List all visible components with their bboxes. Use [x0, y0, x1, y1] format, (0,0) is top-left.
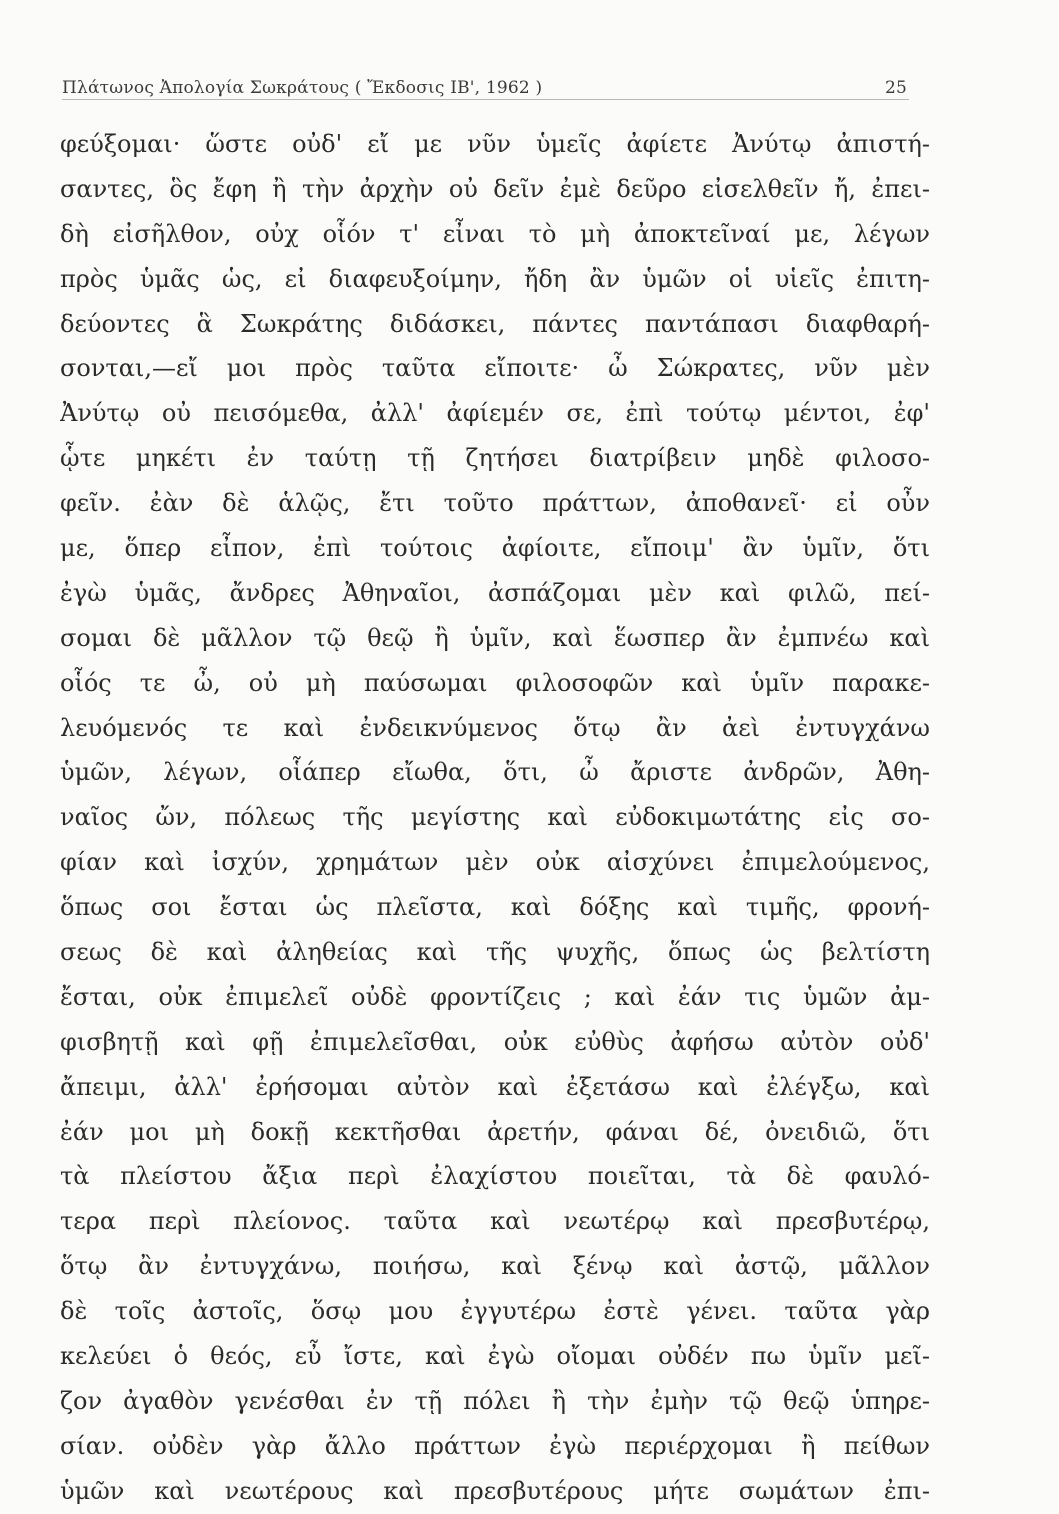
text-line: ὅπως σοι ἔσται ὡς πλεῖστα, καὶ δόξης καὶ τιμῆς, φρονή-: [60, 893, 930, 922]
text-line: λευόμενός τε καὶ ἐνδεικνύμενος ὅτῳ ἂν ἀεὶ ἐντυγχάνω: [60, 713, 930, 742]
text-line: ᾧτε μηκέτι ἐν ταύτῃ τῇ ζητήσει διατρίβειν μηδὲ φιλοσο-: [60, 444, 930, 473]
text-line: Ἀνύτῳ οὐ πεισόμεθα, ἀλλ' ἀφίεμέν σε, ἐπὶ τούτῳ μέντοι, ἐφ': [60, 399, 930, 428]
text-line: ἐγὼ ὑμᾶς, ἄνδρες Ἀθηναῖοι, ἀσπάζομαι μὲν καὶ φιλῶ, πεί-: [60, 578, 930, 607]
text-line: τερα περὶ πλείονος. ταῦτα καὶ νεωτέρῳ καὶ πρεσβυτέρῳ,: [60, 1207, 930, 1236]
text-line: σεως δὲ καὶ ἀληθείας καὶ τῆς ψυχῆς, ὅπως ὡς βελτίστη: [60, 938, 930, 967]
text-line: κελεύει ὁ θεός, εὖ ἴστε, καὶ ἐγὼ οἴομαι οὐδέν πω ὑμῖν μεῖ-: [60, 1342, 930, 1371]
page-number: 25: [884, 78, 907, 98]
text-line: ναῖος ὤν, πόλεως τῆς μεγίστης καὶ εὐδοκιμωτάτης εἰς σο-: [60, 803, 930, 832]
text-line: ζον ἀγαθὸν γενέσθαι ἐν τῇ πόλει ἢ τὴν ἐμὴν τῷ θεῷ ὑπηρε-: [60, 1386, 930, 1415]
text-line: δὲ τοῖς ἀστοῖς, ὅσῳ μου ἐγγυτέρω ἐστὲ γένει. ταῦτα γὰρ: [60, 1297, 930, 1326]
text-line: σομαι δὲ μᾶλλον τῷ θεῷ ἢ ὑμῖν, καὶ ἕωσπερ ἂν ἐμπνέω καὶ: [60, 623, 930, 652]
body-text: [60, 122, 930, 1514]
text-line: πρὸς ὑμᾶς ὡς, εἰ διαφευξοίμην, ἤδη ἂν ὑμῶν οἱ υἱεῖς ἐπιτη-: [60, 264, 930, 293]
text-line: σαντες, ὃς ἔφη ἢ τὴν ἀρχὴν οὐ δεῖν ἐμὲ δεῦρο εἰσελθεῖν ἤ, ἐπει-: [60, 174, 930, 203]
header-rule: [62, 99, 909, 100]
text-line: οἷός τε ὦ, οὐ μὴ παύσωμαι φιλοσοφῶν καὶ ὑμῖν παρακε-: [60, 668, 930, 697]
text-line: ὑμῶν, λέγων, οἷάπερ εἴωθα, ὅτι, ὦ ἄριστε ἀνδρῶν, Ἀθη-: [60, 758, 930, 787]
text-line: δεύοντες ἃ Σωκράτης διδάσκει, πάντες παντάπασι διαφθαρή-: [60, 309, 930, 338]
text-line: τὰ πλείστου ἄξια περὶ ἐλαχίστου ποιεῖται, τὰ δὲ φαυλό-: [60, 1162, 930, 1191]
text-line: ἐάν μοι μὴ δοκῇ κεκτῆσθαι ἀρετήν, φάναι δέ, ὀνειδιῶ, ὅτι: [60, 1117, 930, 1146]
text-line: σονται,—εἴ μοι πρὸς ταῦτα εἴποιτε· ὦ Σώκρατες, νῦν μὲν: [60, 354, 930, 383]
text-line: φεύξομαι· ὥστε οὐδ' εἴ με νῦν ὑμεῖς ἀφίετε Ἀνύτῳ ἀπιστή-: [60, 130, 930, 158]
running-header: [62, 62, 907, 98]
text-line: φίαν καὶ ἰσχύν, χρημάτων μὲν οὐκ αἰσχύνει ἐπιμελούμενος,: [60, 848, 930, 877]
text-line: φεῖν. ἐὰν δὲ ἁλῷς, ἔτι τοῦτο πράττων, ἀποθανεῖ· εἰ οὖν: [60, 489, 930, 518]
text-line: με, ὅπερ εἶπον, ἐπὶ τούτοις ἀφίοιτε, εἴποιμ' ἂν ὑμῖν, ὅτι: [60, 534, 930, 563]
text-line: δὴ εἰσῆλθον, οὐχ οἷόν τ' εἶναι τὸ μὴ ἀποκτεῖναί με, λέγων: [60, 219, 930, 248]
text-line: ὑμῶν καὶ νεωτέρους καὶ πρεσβυτέρους μήτε σωμάτων ἐπι-: [60, 1476, 930, 1505]
text-line: ἄπειμι, ἀλλ' ἐρήσομαι αὐτὸν καὶ ἐξετάσω καὶ ἐλέγξω, καὶ: [60, 1072, 930, 1101]
header-title: Πλάτωνος Ἀπολογία Σωκράτους ( Ἔκδοσις ΙΒ', 1962 ): [62, 78, 543, 98]
text-line: ἔσται, οὐκ ἐπιμελεῖ οὐδὲ φροντίζεις ; καὶ ἐάν τις ὑμῶν ἀμ-: [60, 982, 930, 1011]
text-line: φισβητῇ καὶ φῇ ἐπιμελεῖσθαι, οὐκ εὐθὺς ἀφήσω αὐτὸν οὐδ': [60, 1027, 930, 1056]
text-line: σίαν. οὐδὲν γὰρ ἄλλο πράττων ἐγὼ περιέρχομαι ἢ πείθων: [60, 1431, 930, 1460]
text-line: ὅτῳ ἂν ἐντυγχάνω, ποιήσω, καὶ ξένῳ καὶ ἀστῷ, μᾶλλον: [60, 1252, 930, 1281]
